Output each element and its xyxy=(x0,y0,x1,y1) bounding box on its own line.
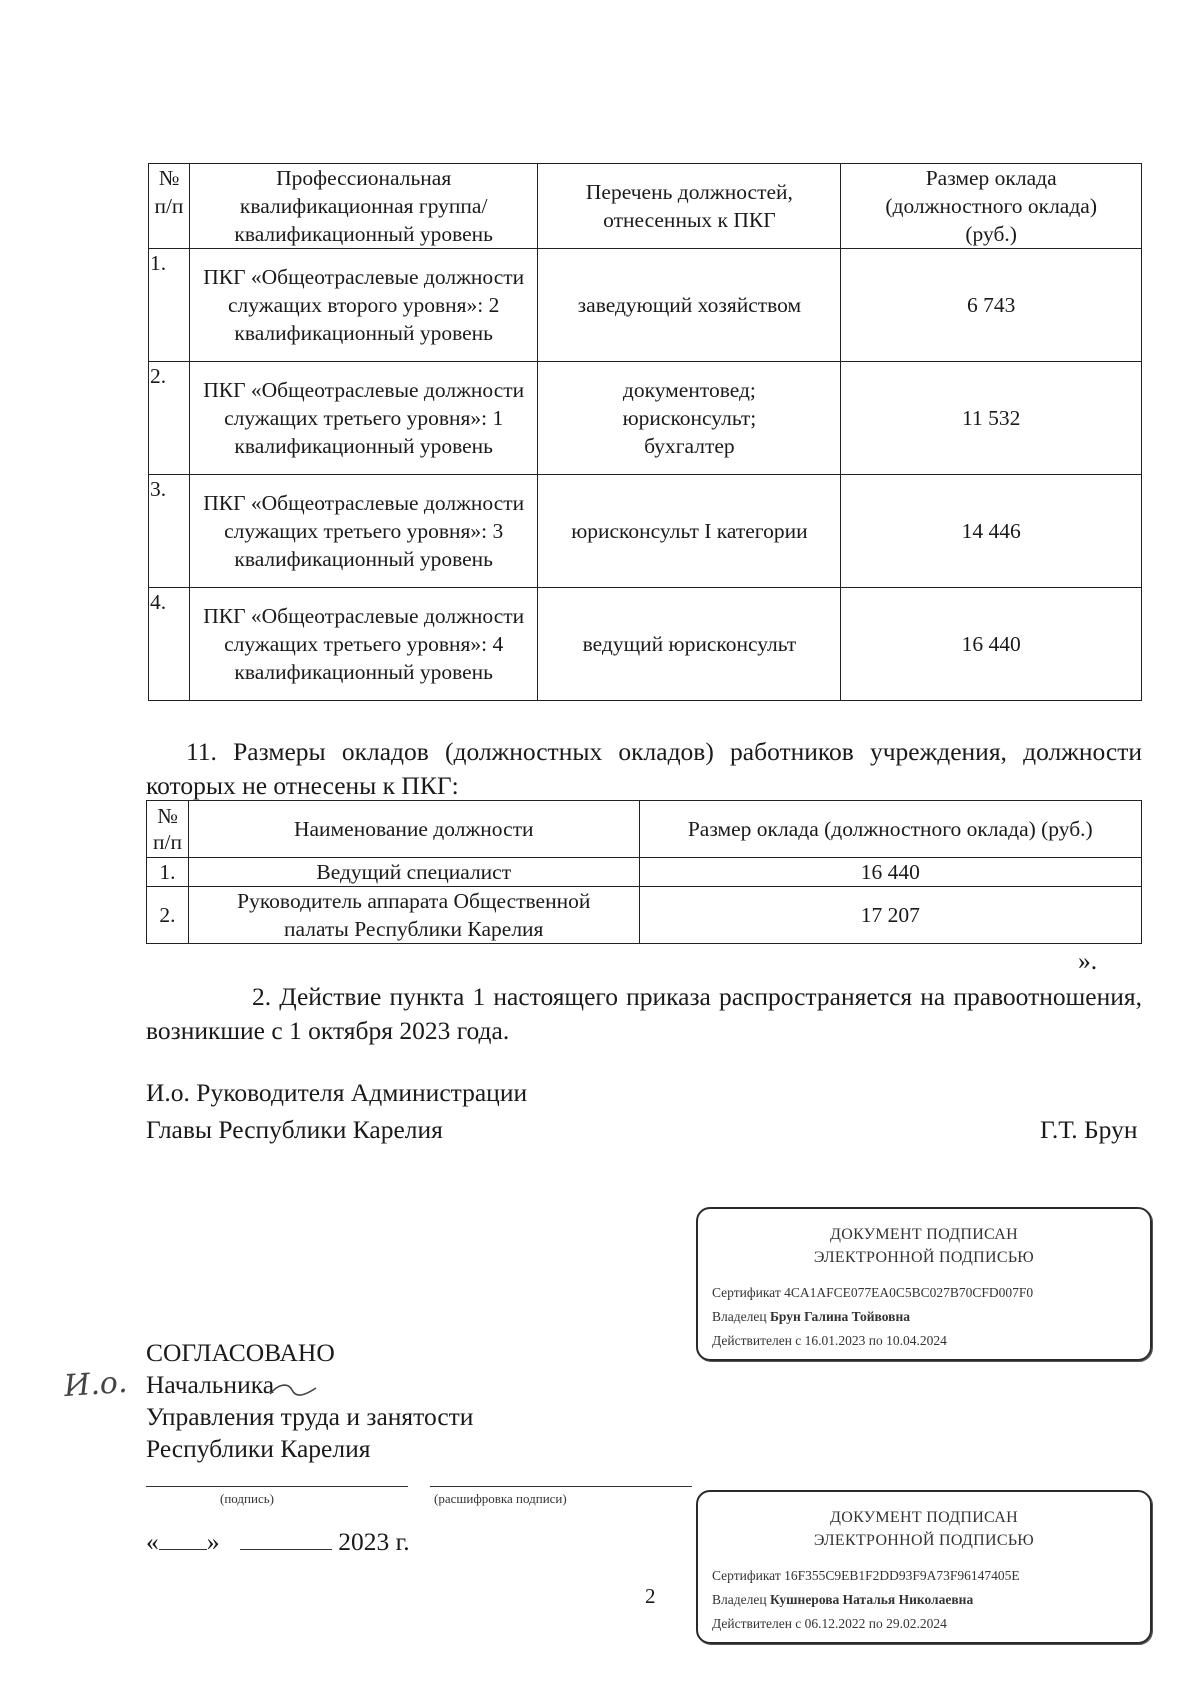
signature-caption: (подпись) xyxy=(220,1491,274,1506)
row-salary: 16 440 xyxy=(841,588,1142,701)
row-salary: 6 743 xyxy=(841,249,1142,362)
signature-decode-line xyxy=(430,1486,692,1487)
header-group: Профессиональная квалификационная группа/ квалификационный уровень xyxy=(189,164,538,249)
closing-quote: ». xyxy=(1078,946,1098,975)
stamp-title: ЭЛЕКТРОННОЙ ПОДПИСЬЮ xyxy=(813,1249,1035,1266)
header-num: № п/п xyxy=(149,164,190,249)
table-row xyxy=(149,588,1142,701)
table-header-row xyxy=(149,164,1142,249)
row-name: Ведущий специалист xyxy=(188,858,639,887)
agreed-line3: Республики Карелия xyxy=(146,1434,371,1463)
table-row xyxy=(147,887,1142,944)
row-num: 4. xyxy=(149,588,190,701)
row-salary: 14 446 xyxy=(841,475,1142,588)
stamp-title: ДОКУМЕНТ ПОДПИСАН xyxy=(830,1226,1018,1243)
header-positions: Перечень должностей, отнесенных к ПКГ xyxy=(538,164,841,249)
handwritten-note: И.о. xyxy=(62,1364,129,1405)
section-11-paragraph: 11. Размеры окладов (должностных окладов) работников учреждения, должности которых не отнесены к ПКГ: xyxy=(146,737,1142,800)
row-num: 3. xyxy=(149,475,190,588)
stamp-owner: Владелец Брун Галина Тойвовна xyxy=(712,1309,910,1324)
table-row xyxy=(149,249,1142,362)
header-salary: Размер оклада (должностного оклада) (руб.) xyxy=(639,801,1141,858)
stamp-title: ЭЛЕКТРОННОЙ ПОДПИСЬЮ xyxy=(813,1532,1035,1549)
row-positions: заведующий хозяйством xyxy=(538,249,841,362)
stamp-validity: Действителен с 16.01.2023 по 10.04.2024 xyxy=(712,1333,947,1348)
row-num: 2. xyxy=(147,887,189,944)
other-positions-table xyxy=(146,800,1142,944)
row-positions: юрисконсульт I категории xyxy=(538,475,841,588)
row-group: ПКГ «Общеотраслевые должности служащих третьего уровня»: 1 квалификационный уровень xyxy=(189,362,538,475)
table-header-row xyxy=(147,801,1142,858)
stamp-title: ДОКУМЕНТ ПОДПИСАН xyxy=(830,1509,1018,1526)
signature-decode-caption: (расшифровка подписи) xyxy=(434,1491,567,1506)
e-signature-stamp xyxy=(696,1490,1152,1644)
page-number: 2 xyxy=(645,1584,656,1608)
signatory-line1: И.о. Руководителя Администрации xyxy=(146,1078,528,1107)
section-2-paragraph: 2. Действие пункта 1 настоящего приказа распространяется на правоотношения, возникшие с 1 октября 2023 года. xyxy=(146,982,1142,1045)
agreed-date: « » 2023 г. xyxy=(146,1527,410,1556)
row-salary: 11 532 xyxy=(841,362,1142,475)
signatory-line2: Главы Республики Карелия xyxy=(146,1115,443,1144)
row-num: 1. xyxy=(149,249,190,362)
row-group: ПКГ «Общеотраслевые должности служащих третьего уровня»: 3 квалификационный уровень xyxy=(189,475,538,588)
stamp-validity: Действителен с 06.12.2022 по 29.02.2024 xyxy=(712,1616,947,1631)
signature-line xyxy=(146,1486,408,1487)
row-group: ПКГ «Общеотраслевые должности служащих второго уровня»: 2 квалификационный уровень xyxy=(189,249,538,362)
signatory-name: Г.Т. Брун xyxy=(1040,1115,1138,1144)
table-row xyxy=(147,858,1142,887)
pkg-salary-table xyxy=(148,163,1142,701)
row-name: Руководитель аппарата Общественной палаты Республики Карелия xyxy=(188,887,639,944)
stamp-owner: Владелец Кушнерова Наталья Николаевна xyxy=(712,1592,974,1607)
header-salary: Размер оклада (должностного оклада) (руб.) xyxy=(841,164,1142,249)
agreed-line1: Начальника xyxy=(146,1370,275,1399)
handwritten-stroke xyxy=(268,1378,318,1400)
row-positions: документовед; юрисконсульт; бухгалтер xyxy=(538,362,841,475)
row-salary: 16 440 xyxy=(639,858,1141,887)
row-num: 1. xyxy=(147,858,189,887)
header-name: Наименование должности xyxy=(188,801,639,858)
agreed-title: СОГЛАСОВАНО xyxy=(146,1338,335,1367)
stamp-certificate: Сертификат 4CA1AFCE077EA0C5BC027B70CFD007F0 xyxy=(712,1285,1034,1300)
row-positions: ведущий юрисконсульт xyxy=(538,588,841,701)
agreed-line2: Управления труда и занятости xyxy=(146,1402,474,1431)
row-group: ПКГ «Общеотраслевые должности служащих третьего уровня»: 4 квалификационный уровень xyxy=(189,588,538,701)
stamp-certificate: Сертификат 16F355C9EB1F2DD93F9A73F96147405E xyxy=(712,1568,1020,1583)
table-row xyxy=(149,475,1142,588)
row-salary: 17 207 xyxy=(639,887,1141,944)
header-num: № п/п xyxy=(147,801,189,858)
e-signature-stamp xyxy=(696,1207,1152,1361)
row-num: 2. xyxy=(149,362,190,475)
table-row xyxy=(149,362,1142,475)
